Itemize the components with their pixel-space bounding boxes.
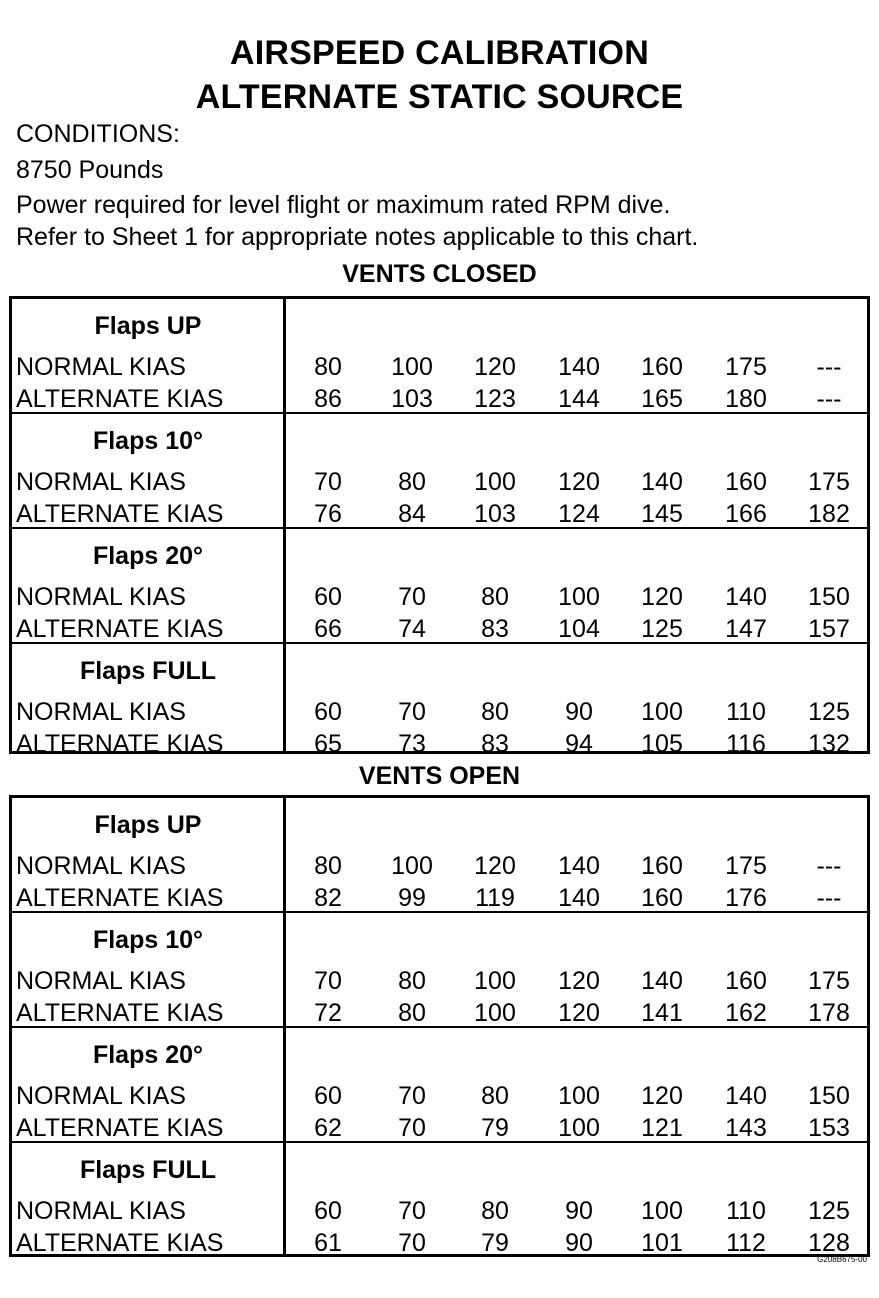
calibration-table-vents-open xyxy=(9,795,870,1257)
alternate-kias-value: 182 xyxy=(808,500,850,528)
alternate-kias-value: 70 xyxy=(398,1229,426,1257)
normal-kias-label: NORMAL KIAS xyxy=(16,852,186,880)
alternate-kias-label: ALTERNATE KIAS xyxy=(16,999,224,1027)
flaps-setting-label: Flaps 10° xyxy=(92,427,204,455)
alternate-kias-value: 70 xyxy=(398,1114,426,1142)
normal-kias-value: 160 xyxy=(725,967,767,995)
normal-kias-value: 80 xyxy=(481,1197,509,1225)
normal-kias-value: 175 xyxy=(808,967,850,995)
alternate-kias-value: 147 xyxy=(725,615,767,643)
alternate-kias-label: ALTERNATE KIAS xyxy=(16,1114,224,1142)
alternate-kias-value: 166 xyxy=(725,500,767,528)
alternate-kias-value: 84 xyxy=(398,500,426,528)
flaps-setting-label: Flaps 20° xyxy=(92,542,204,570)
normal-kias-value: 80 xyxy=(314,852,342,880)
alternate-kias-value: 104 xyxy=(558,615,600,643)
alternate-kias-value: 132 xyxy=(808,730,850,758)
flaps-setting-label: Flaps FULL xyxy=(79,657,217,685)
conditions-heading: CONDITIONS: xyxy=(16,120,180,148)
normal-kias-value: 125 xyxy=(808,1197,850,1225)
page-title-line-2: ALTERNATE STATIC SOURCE xyxy=(195,78,684,116)
alternate-kias-value: 72 xyxy=(314,999,342,1027)
alternate-kias-value: 141 xyxy=(641,999,683,1027)
normal-kias-label: NORMAL KIAS xyxy=(16,1197,186,1225)
normal-kias-value: 80 xyxy=(481,583,509,611)
normal-kias-label: NORMAL KIAS xyxy=(16,698,186,726)
normal-kias-value: 80 xyxy=(398,967,426,995)
alternate-kias-value: 61 xyxy=(314,1229,342,1257)
normal-kias-value: 150 xyxy=(808,583,850,611)
normal-kias-value: 60 xyxy=(314,583,342,611)
alternate-kias-value: 180 xyxy=(725,385,767,413)
condition-weight: 8750 Pounds xyxy=(16,156,164,184)
normal-kias-value: 110 xyxy=(726,1197,766,1225)
figure-code: G208B675-00 xyxy=(817,1255,867,1264)
alternate-kias-value: 119 xyxy=(475,884,515,912)
normal-kias-value: --- xyxy=(816,353,842,381)
alternate-kias-value: 123 xyxy=(474,385,516,413)
flaps-setting-label: Flaps UP xyxy=(94,811,202,839)
alternate-kias-value: 73 xyxy=(398,730,426,758)
alternate-kias-value: 105 xyxy=(641,730,683,758)
normal-kias-value: 60 xyxy=(314,1082,342,1110)
alternate-kias-value: 153 xyxy=(808,1114,850,1142)
normal-kias-value: 70 xyxy=(398,698,426,726)
normal-kias-value: 120 xyxy=(641,1082,683,1110)
normal-kias-value: 125 xyxy=(808,698,850,726)
alternate-kias-value: 176 xyxy=(725,884,767,912)
normal-kias-value: 70 xyxy=(398,1082,426,1110)
alternate-kias-value: 62 xyxy=(314,1114,342,1142)
normal-kias-value: 120 xyxy=(474,353,516,381)
alternate-kias-value: 76 xyxy=(314,500,342,528)
normal-kias-value: 60 xyxy=(314,698,342,726)
normal-kias-label: NORMAL KIAS xyxy=(16,1082,186,1110)
alternate-kias-label: ALTERNATE KIAS xyxy=(16,884,224,912)
alternate-kias-label: ALTERNATE KIAS xyxy=(16,385,224,413)
alternate-kias-value: 101 xyxy=(641,1229,683,1257)
normal-kias-value: 140 xyxy=(725,583,767,611)
alternate-kias-value: 140 xyxy=(558,884,600,912)
alternate-kias-value: 120 xyxy=(558,999,600,1027)
page-title-line-1: AIRSPEED CALIBRATION xyxy=(230,34,649,72)
normal-kias-value: 80 xyxy=(398,468,426,496)
alternate-kias-value: 160 xyxy=(641,884,683,912)
normal-kias-value: 100 xyxy=(641,1197,683,1225)
flaps-setting-label: Flaps 20° xyxy=(92,1041,204,1069)
normal-kias-label: NORMAL KIAS xyxy=(16,583,186,611)
normal-kias-value: 175 xyxy=(725,353,767,381)
normal-kias-value: 140 xyxy=(725,1082,767,1110)
alternate-kias-value: 100 xyxy=(558,1114,600,1142)
alternate-kias-value: 99 xyxy=(398,884,426,912)
alternate-kias-value: 145 xyxy=(641,500,683,528)
alternate-kias-value: 79 xyxy=(481,1229,509,1257)
alternate-kias-value: 86 xyxy=(314,385,342,413)
normal-kias-value: 175 xyxy=(808,468,850,496)
alternate-kias-value: 65 xyxy=(314,730,342,758)
alternate-kias-value: 94 xyxy=(565,730,593,758)
alternate-kias-value: 82 xyxy=(314,884,342,912)
flaps-setting-label: Flaps FULL xyxy=(79,1156,217,1184)
alternate-kias-value: 83 xyxy=(481,730,509,758)
alternate-kias-value: 116 xyxy=(726,730,766,758)
alternate-kias-label: ALTERNATE KIAS xyxy=(16,615,224,643)
alternate-kias-value: 103 xyxy=(474,500,516,528)
normal-kias-value: 100 xyxy=(474,468,516,496)
alternate-kias-value: 74 xyxy=(398,615,426,643)
alternate-kias-value: 162 xyxy=(725,999,767,1027)
normal-kias-value: 120 xyxy=(558,967,600,995)
alternate-kias-label: ALTERNATE KIAS xyxy=(16,1229,224,1257)
normal-kias-value: 150 xyxy=(808,1082,850,1110)
flaps-group xyxy=(12,913,867,1028)
alternate-kias-value: 121 xyxy=(641,1114,683,1142)
section-heading-vents-closed: VENTS CLOSED xyxy=(342,260,537,288)
alternate-kias-value: 157 xyxy=(808,615,850,643)
normal-kias-label: NORMAL KIAS xyxy=(16,468,186,496)
normal-kias-value: 100 xyxy=(558,583,600,611)
normal-kias-value: 100 xyxy=(641,698,683,726)
normal-kias-value: 140 xyxy=(641,468,683,496)
alternate-kias-label: ALTERNATE KIAS xyxy=(16,500,224,528)
condition-notes: Refer to Sheet 1 for appropriate notes applicable to this chart. xyxy=(16,223,699,251)
normal-kias-value: 100 xyxy=(391,353,433,381)
normal-kias-value: 80 xyxy=(481,698,509,726)
flaps-group xyxy=(12,529,867,644)
normal-kias-value: 110 xyxy=(726,698,766,726)
normal-kias-value: 140 xyxy=(558,852,600,880)
alternate-kias-value: 178 xyxy=(808,999,850,1027)
normal-kias-value: 70 xyxy=(314,468,342,496)
normal-kias-value: 100 xyxy=(474,967,516,995)
flaps-group xyxy=(12,299,867,414)
normal-kias-label: NORMAL KIAS xyxy=(16,967,186,995)
normal-kias-value: 160 xyxy=(725,468,767,496)
normal-kias-value: 140 xyxy=(558,353,600,381)
alternate-kias-value: 124 xyxy=(558,500,600,528)
normal-kias-value: 70 xyxy=(398,583,426,611)
flaps-group xyxy=(12,798,867,913)
normal-kias-value: 80 xyxy=(314,353,342,381)
flaps-group xyxy=(12,1028,867,1143)
alternate-kias-value: 165 xyxy=(641,385,683,413)
normal-kias-value: 90 xyxy=(565,698,593,726)
normal-kias-value: 100 xyxy=(391,852,433,880)
alternate-kias-value: --- xyxy=(816,884,842,912)
normal-kias-value: 160 xyxy=(641,353,683,381)
alternate-kias-value: 66 xyxy=(314,615,342,643)
normal-kias-value: 140 xyxy=(641,967,683,995)
normal-kias-value: 80 xyxy=(481,1082,509,1110)
alternate-kias-value: 103 xyxy=(391,385,433,413)
alternate-kias-value: 125 xyxy=(641,615,683,643)
normal-kias-value: 100 xyxy=(558,1082,600,1110)
calibration-table-vents-closed xyxy=(9,296,870,758)
normal-kias-value: 175 xyxy=(725,852,767,880)
alternate-kias-value: 90 xyxy=(565,1229,593,1257)
normal-kias-value: 70 xyxy=(314,967,342,995)
normal-kias-value: 160 xyxy=(641,852,683,880)
condition-power: Power required for level flight or maximum rated RPM dive. xyxy=(16,191,671,219)
normal-kias-value: 120 xyxy=(641,583,683,611)
flaps-setting-label: Flaps UP xyxy=(94,312,202,340)
section-heading-vents-open: VENTS OPEN xyxy=(358,762,521,790)
normal-kias-value: --- xyxy=(816,852,842,880)
flaps-group xyxy=(12,414,867,529)
flaps-group xyxy=(12,644,867,758)
flaps-group xyxy=(12,1143,867,1257)
alternate-kias-value: 112 xyxy=(726,1229,766,1257)
normal-kias-value: 90 xyxy=(565,1197,593,1225)
flaps-setting-label: Flaps 10° xyxy=(92,926,204,954)
alternate-kias-label: ALTERNATE KIAS xyxy=(16,730,224,758)
normal-kias-value: 120 xyxy=(474,852,516,880)
normal-kias-value: 60 xyxy=(314,1197,342,1225)
alternate-kias-value: --- xyxy=(816,385,842,413)
alternate-kias-value: 143 xyxy=(725,1114,767,1142)
alternate-kias-value: 144 xyxy=(558,385,600,413)
alternate-kias-value: 80 xyxy=(398,999,426,1027)
alternate-kias-value: 83 xyxy=(481,615,509,643)
alternate-kias-value: 128 xyxy=(808,1229,850,1257)
alternate-kias-value: 79 xyxy=(481,1114,509,1142)
normal-kias-label: NORMAL KIAS xyxy=(16,353,186,381)
normal-kias-value: 70 xyxy=(398,1197,426,1225)
normal-kias-value: 120 xyxy=(558,468,600,496)
alternate-kias-value: 100 xyxy=(474,999,516,1027)
